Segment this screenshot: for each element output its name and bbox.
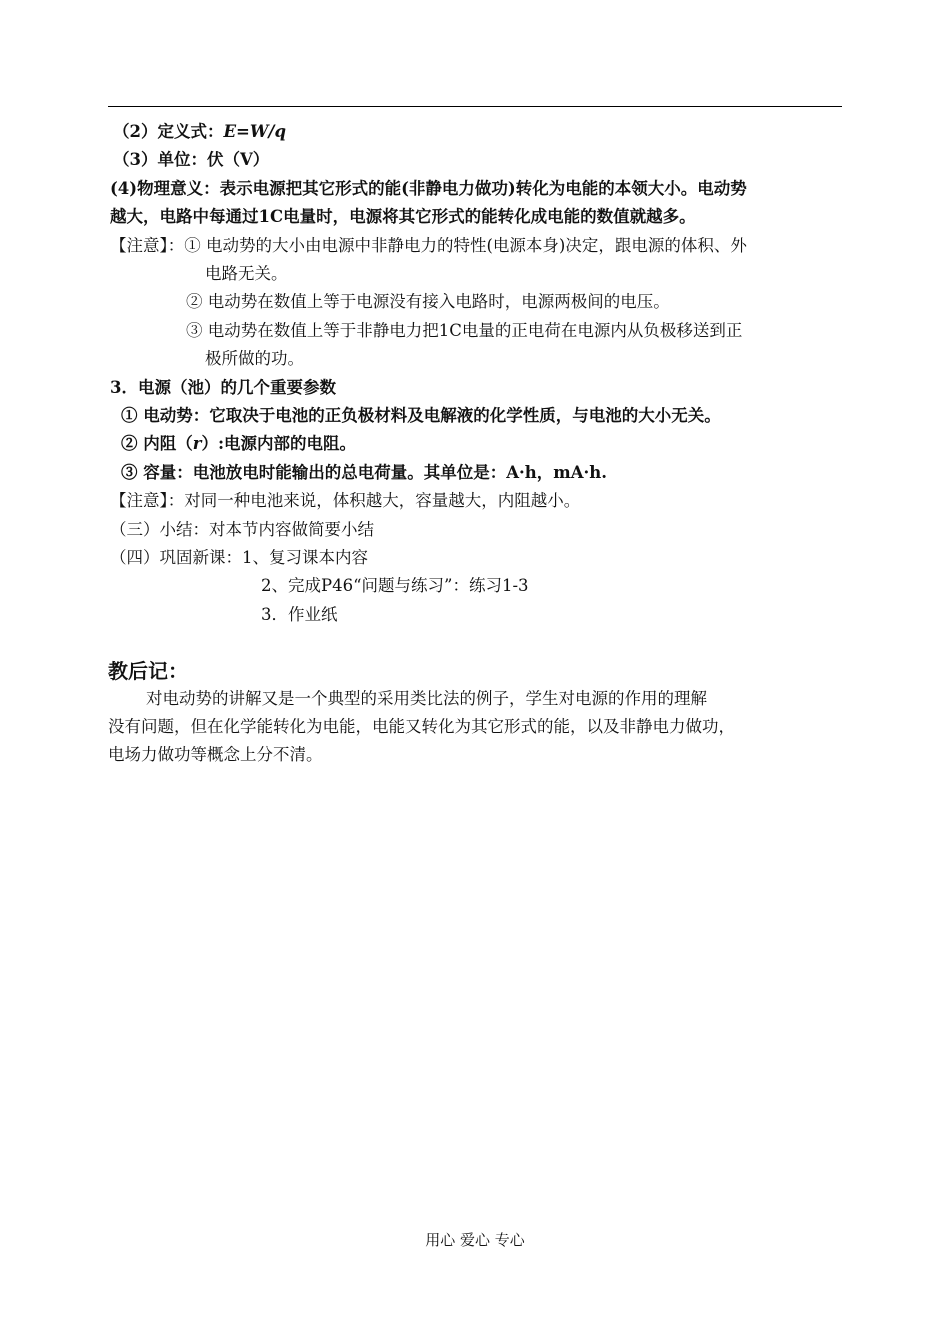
consolidate-line-3: 3．作业纸 [261,605,338,624]
param-capacity: ③ 容量：电池放电时能输出的总电荷量。其单位是：A·h，mA·h. [121,463,608,482]
unit-line: （3）单位：伏（V） [113,150,270,169]
param-resistance-b: ）:电源内部的电阻。 [201,434,357,453]
param-resistance [121,433,356,455]
postscript-heading: 教后记： [108,659,188,683]
param-emf: ① 电动势：它取决于电池的正负极材料及电解液的化学性质，与电池的大小无关。 [121,406,721,425]
postscript-line-1: 对电动势的讲解又是一个典型的采用类比法的例子，学生对电源的作用的理解 [146,689,707,708]
note1-line-1: 【注意】：① 电动势的大小由电源中非静电力的特性(电源本身)决定，跟电源的体积、外 [110,236,747,255]
meaning-line-1: (4)物理意义：表示电源把其它形式的能(非静电力做功)转化为电能的本领大小。电动势 [110,179,747,198]
note1-line-3: ② 电动势在数值上等于电源没有接入电路时，电源两极间的电压。 [186,292,670,311]
meaning-line-2: 越大，电路中每通过1C电量时，电源将其它形式的能转化成电能的数值就越多。 [110,207,696,226]
note1-line-2: 电路无关。 [205,264,288,283]
definition-label: （2）定义式： [113,122,224,141]
note1-line-5: 极所做的功。 [205,349,304,368]
definition-formula: E=W/q [223,122,286,141]
definition-line [113,121,286,143]
postscript-line-2: 没有问题，但在化学能转化为电能，电能又转化为其它形式的能，以及非静电力做功， [108,717,735,736]
consolidate-line-1: （四）巩固新课：1、复习课本内容 [110,548,368,567]
param-resistance-symbol: r [192,434,202,453]
note2-line: 【注意】：对同一种电池来说，体积越大，容量越大，内阻越小。 [110,491,581,510]
consolidate-line-2: 2、完成P46“问题与练习”：练习1-3 [261,576,529,595]
page-footer: 用心 爱心 专心 [425,1231,525,1249]
section3-title: 3．电源（池）的几个重要参数 [110,378,336,397]
param-resistance-a: ② 内阻（ [121,434,193,453]
summary-line: （三）小结：对本节内容做简要小结 [110,520,374,539]
postscript-line-3: 电场力做功等概念上分不清。 [108,745,323,764]
header-rule [108,106,842,107]
note1-line-4: ③ 电动势在数值上等于非静电力把1C电量的正电荷在电源内从负极移送到正 [186,321,743,340]
